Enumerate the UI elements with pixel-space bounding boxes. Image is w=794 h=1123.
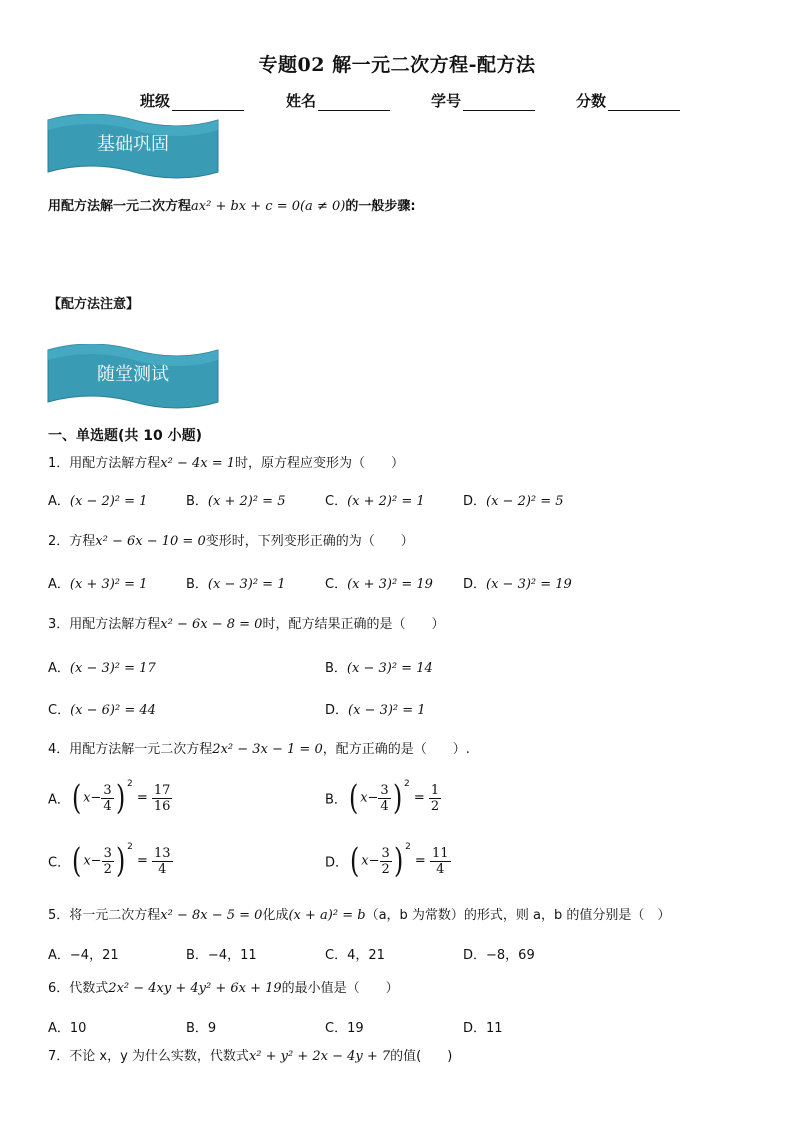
intro-equation: ax² + bx + c = 0(a ≠ 0) xyxy=(191,199,346,214)
questions-4-num: 5． xyxy=(48,908,70,923)
questions-5-options-3-label: D． xyxy=(463,1021,487,1036)
q2-option-a[interactable] xyxy=(48,573,147,592)
class-label: 班级 xyxy=(140,92,171,110)
q1-option-d[interactable] xyxy=(463,490,564,509)
questions-3-num: 4． xyxy=(48,742,70,757)
question-1 xyxy=(48,455,404,473)
q1-option-a[interactable] xyxy=(48,490,147,509)
q6-option-d[interactable] xyxy=(463,1017,503,1036)
questions-4-eq: x² − 8x − 5 = 0 xyxy=(160,908,263,923)
questions-2-options-1-label: B． xyxy=(325,661,347,676)
q3-option-d[interactable] xyxy=(325,699,426,718)
questions-1-options-3-label: D． xyxy=(463,577,487,592)
questions-2-options-3-text: (x − 3)² = 1 xyxy=(348,703,426,718)
questions-5-options-2-text: 19 xyxy=(347,1021,364,1036)
questions-0-eq: x² − 4x = 1 xyxy=(160,456,236,471)
questions-3-options-3-rhs_num: 11 xyxy=(431,845,449,861)
questions-3-options-1-inner_den: 4 xyxy=(380,798,389,814)
questions-0-options-2-text: (x + 2)² = 1 xyxy=(347,494,425,509)
questions-5-eq: 2x² − 4xy + 4y² + 6x + 19 xyxy=(108,981,282,996)
intro-prefix: 用配方法解一元二次方程 xyxy=(48,199,192,214)
questions-1-options-0-label: A． xyxy=(48,577,70,592)
q2-option-b[interactable] xyxy=(186,573,285,592)
questions-0-options-1-text: (x + 2)² = 5 xyxy=(207,494,286,509)
question-4 xyxy=(48,741,470,759)
questions-4-options-3-label: D． xyxy=(463,948,487,963)
banner-test-label: 随堂测试 xyxy=(97,364,169,385)
questions-1-options-1-text: (x − 3)² = 1 xyxy=(207,577,286,592)
q5-option-a[interactable] xyxy=(48,944,119,963)
q6-option-b[interactable] xyxy=(186,1017,216,1036)
section-title: 一、单选题(共 10 小题) xyxy=(48,428,203,444)
questions-3-options-2-label: C． xyxy=(48,855,71,871)
questions-3-options-0-rhs_den: 16 xyxy=(153,798,171,814)
q3-option-c[interactable] xyxy=(48,699,156,718)
score-field[interactable] xyxy=(576,90,680,111)
questions-5-num: 6． xyxy=(48,981,70,996)
questions-1-options-2-text: (x + 3)² = 19 xyxy=(347,577,433,592)
questions-4-options-0-label: A． xyxy=(48,948,70,963)
questions-5-options-0-text: 10 xyxy=(69,1021,87,1036)
questions-4-options-3-text: −8，69 xyxy=(486,948,535,963)
questions-3-options-1-rhs_den: 2 xyxy=(430,798,440,814)
q5-option-c[interactable] xyxy=(325,944,385,963)
questions-2-options-1-text: (x − 3)² = 14 xyxy=(346,661,433,676)
questions-0-pre: 用配方法解方程 xyxy=(69,456,161,471)
questions-1-post: 变形时，下列变形正确的为（ ） xyxy=(205,534,414,549)
score-label: 分数 xyxy=(576,92,607,110)
questions-5-options-2-label: C． xyxy=(325,1021,348,1036)
questions-5-options-3-text: 11 xyxy=(486,1021,503,1036)
questions-1-options-3-text: (x − 3)² = 19 xyxy=(486,577,572,592)
questions-3-options-3-inner_den: 2 xyxy=(381,861,390,877)
question-7 xyxy=(48,1048,452,1066)
questions-1-pre: 方程 xyxy=(69,534,96,549)
questions-1-num: 2． xyxy=(48,534,70,549)
questions-2-post: 时，配方结果正确的是（ ） xyxy=(262,617,445,632)
questions-3-options-3-rhs_den: 4 xyxy=(436,861,445,877)
q6-option-a[interactable] xyxy=(48,1017,86,1036)
questions-3-options-0-inner_den: 4 xyxy=(103,798,112,814)
name-label: 姓名 xyxy=(286,92,317,110)
questions-3-post: ，配方正确的是（ ）. xyxy=(322,742,470,757)
q3-option-b[interactable] xyxy=(325,657,433,676)
questions-5-options-1-text: 9 xyxy=(207,1021,217,1036)
intro-suffix: 的一般步骤: xyxy=(345,199,416,214)
note-heading: 【配方法注意】 xyxy=(48,297,140,312)
questions-4-eq2: (x + a)² = b xyxy=(288,908,366,923)
questions-3-options-3-label: D． xyxy=(325,855,349,871)
questions-2-options-0-text: (x − 3)² = 17 xyxy=(69,661,156,676)
questions-5-options-1-label: B． xyxy=(186,1021,208,1036)
question-2 xyxy=(48,533,414,551)
questions-3-options-1-label: B． xyxy=(325,792,347,808)
questions-3-options-0-rhs_num: 17 xyxy=(153,782,171,798)
questions-4-options-2-text: 4，21 xyxy=(347,948,385,963)
q4-option-d[interactable]: D．( x− $\frac{3}{2}$ ) $^2$ = $\frac{11}{4}$ xyxy=(325,841,449,881)
questions-2-num: 3． xyxy=(48,617,70,632)
q2-option-d[interactable] xyxy=(463,573,572,592)
q1-option-b[interactable] xyxy=(186,490,285,509)
questions-5-options-0-label: A． xyxy=(48,1021,70,1036)
questions-0-post: 时，原方程应变形为（ ） xyxy=(235,456,405,471)
questions-2-options-0-label: A． xyxy=(48,661,70,676)
questions-3-options-1-inner_num: 3 xyxy=(380,782,389,798)
questions-0-options-3-text: (x − 2)² = 5 xyxy=(486,494,564,509)
questions-6-eq: x² + y² + 2x − 4y + 7 xyxy=(248,1049,391,1064)
questions-4-mid: 化成 xyxy=(262,908,289,923)
questions-4-pre: 将一元二次方程 xyxy=(69,908,161,923)
questions-5-pre: 代数式 xyxy=(69,981,109,996)
questions-2-options-2-label: C． xyxy=(48,703,71,718)
q4-option-a[interactable]: A．( x− $\frac{3}{4}$ ) $^2$ = $\frac{17}{16}$ xyxy=(48,778,171,818)
questions-4-options-2-label: C． xyxy=(325,948,348,963)
questions-3-options-1-rhs_num: 1 xyxy=(430,782,440,798)
questions-0-options-1-label: B． xyxy=(186,494,208,509)
questions-4-options-1-label: B． xyxy=(186,948,208,963)
banner-test xyxy=(46,344,220,410)
question-6 xyxy=(48,980,399,998)
q1-option-c[interactable] xyxy=(325,490,425,509)
q3-option-a[interactable] xyxy=(48,657,156,676)
questions-4-options-0-text: −4，21 xyxy=(69,948,119,963)
questions-2-eq: x² − 6x − 8 = 0 xyxy=(160,617,263,632)
q2-option-c[interactable] xyxy=(325,573,433,592)
name-field[interactable] xyxy=(286,90,390,111)
questions-1-eq: x² − 6x − 10 = 0 xyxy=(95,534,206,549)
questions-1-options-1-label: B． xyxy=(186,577,208,592)
questions-4-post: （a，b 为常数）的形式，则 a，b 的值分别是（ ） xyxy=(365,908,671,923)
questions-0-options-2-label: C． xyxy=(325,494,348,509)
questions-3-options-2-rhs_num: 13 xyxy=(154,845,171,861)
questions-0-num: 1． xyxy=(48,456,70,471)
questions-6-num: 7． xyxy=(48,1049,70,1064)
questions-3-options-2-inner_num: 3 xyxy=(103,845,112,861)
intro-line xyxy=(48,198,416,216)
questions-3-options-3-inner_num: 3 xyxy=(381,845,390,861)
questions-0-options-0-text: (x − 2)² = 1 xyxy=(69,494,148,509)
q5-option-d[interactable] xyxy=(463,944,535,963)
questions-5-post: 的最小值是（ ） xyxy=(281,981,399,996)
questions-3-options-2-rhs_den: 4 xyxy=(158,861,167,877)
questions-6-post: 的值( ) xyxy=(390,1049,453,1064)
question-3 xyxy=(48,616,444,634)
questions-2-options-2-text: (x − 6)² = 44 xyxy=(70,703,156,718)
questions-3-options-0-label: A． xyxy=(48,792,70,808)
student-id-label: 学号 xyxy=(431,92,462,110)
student-id-field[interactable] xyxy=(431,90,535,111)
questions-3-options-2-inner_den: 2 xyxy=(103,861,112,877)
questions-2-pre: 用配方法解方程 xyxy=(69,617,161,632)
questions-6-pre: 不论 x，y 为什么实数，代数式 xyxy=(69,1049,249,1064)
questions-0-options-0-label: A． xyxy=(48,494,70,509)
questions-1-options-2-label: C． xyxy=(325,577,348,592)
questions-4-options-1-text: −4，11 xyxy=(207,948,257,963)
q5-option-b[interactable] xyxy=(186,944,257,963)
q4-option-b[interactable]: B．( x− $\frac{3}{4}$ ) $^2$ = $\frac{1}{2}$ xyxy=(325,778,440,818)
questions-3-pre: 用配方法解一元二次方程 xyxy=(69,742,213,757)
q4-option-c[interactable]: C．( x− $\frac{3}{2}$ ) $^2$ = $\frac{13}{4}$ xyxy=(48,841,171,881)
questions-1-options-0-text: (x + 3)² = 1 xyxy=(69,577,148,592)
page-title: 专题02 解一元二次方程-配方法 xyxy=(258,54,536,76)
questions-3-eq: 2x² − 3x − 1 = 0 xyxy=(212,742,323,757)
questions-0-options-3-label: D． xyxy=(463,494,487,509)
questions-2-options-3-label: D． xyxy=(325,703,349,718)
class-field[interactable] xyxy=(140,90,244,111)
questions-3-options-0-inner_num: 3 xyxy=(103,782,112,798)
question-5 xyxy=(48,907,670,925)
q6-option-c[interactable] xyxy=(325,1017,364,1036)
banner-basic xyxy=(46,114,220,180)
banner-basic-label: 基础巩固 xyxy=(97,134,169,155)
